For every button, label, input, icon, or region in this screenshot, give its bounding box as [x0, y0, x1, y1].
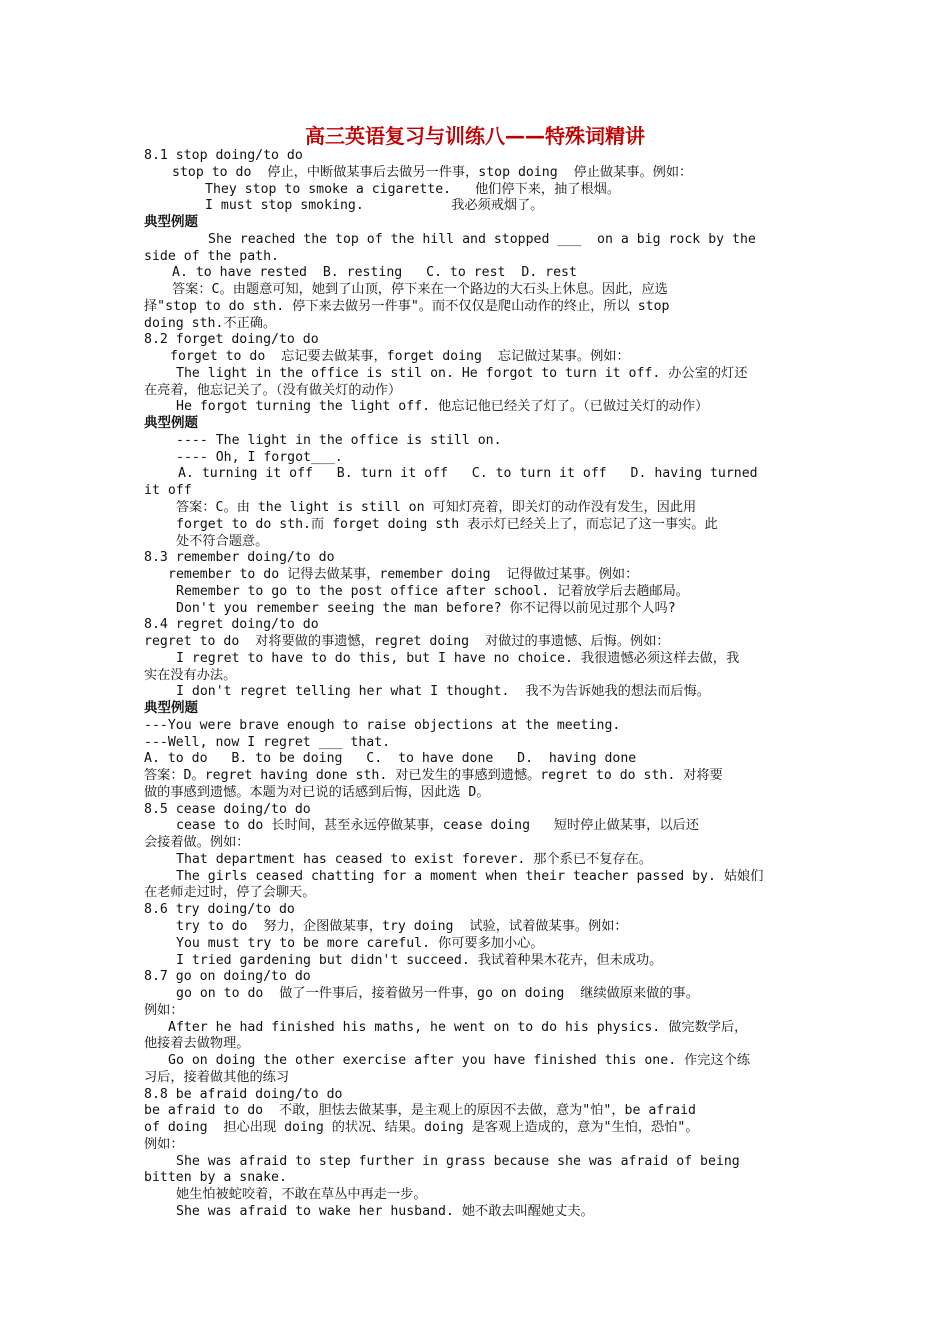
- text-line: 答案：C。由 the light is still on 可知灯亮着，即关灯的动作没有发生，因此用: [176, 500, 697, 515]
- text-line: 8.3 remember doing/to do: [144, 550, 335, 566]
- text-line: The girls ceased chatting for a moment when their teacher passed by. 姑娘们: [176, 868, 764, 884]
- text-line: 8.7 go on doing/to do: [144, 969, 311, 985]
- text-line: 8.6 try doing/to do: [144, 902, 295, 918]
- text-line: try to do 努力，企图做某事，try doing 试验，试着做某事。例如：: [176, 919, 628, 934]
- text-line: 处不符合题意。: [176, 533, 269, 549]
- text-line: regret to do 对将要做的事遗憾，regret doing 对做过的事遗憾、后悔。例如：: [144, 634, 670, 649]
- text-line: be afraid to do 不敢，胆怯去做某事，是主观上的原因不去做，意为"怕"，be afraid: [144, 1103, 696, 1119]
- text-line: go on to do 做了一件事后，接着做另一件事，go on doing 继续做原来做的事。: [176, 986, 699, 1001]
- text-line: ---- Oh, I forgot___.: [176, 449, 343, 465]
- text-line: forget to do 忘记要去做某事，forget doing 忘记做过某事。例如：: [170, 349, 630, 365]
- text-line: bitten by a snake.: [144, 1170, 287, 1186]
- text-line: That department has ceased to exist forever. 那个系已不复存在。: [176, 851, 652, 867]
- text-line: remember to do 记得去做某事，remember doing 记得做过某事。例如：: [168, 567, 639, 582]
- text-line: 会接着做。例如：: [144, 835, 250, 851]
- text-line: 8.4 regret doing/to do: [144, 617, 319, 633]
- text-line: 在亮着，他忘记关了。（没有做关灯的动作）: [144, 382, 402, 398]
- section-heading: 典型例题: [144, 415, 198, 432]
- text-line: 8.2 forget doing/to do: [144, 332, 319, 348]
- text-line: 例如：: [144, 1136, 184, 1152]
- text-line: She reached the top of the hill and stopped ___ on a big rock by the: [208, 231, 756, 247]
- text-line: doing sth.不正确。: [144, 315, 277, 331]
- text-line: A. to have rested B. resting C. to rest D. rest: [172, 265, 577, 281]
- text-line: 他接着去做物理。: [144, 1036, 250, 1052]
- page-title: 高三英语复习与训练八——特殊词精讲: [305, 124, 645, 148]
- text-line: 8.8 be afraid doing/to do: [144, 1086, 343, 1102]
- text-line: forget to do sth.而 forget doing sth 表示灯已经关上了，而忘记了这一事实。此: [176, 516, 718, 532]
- text-line: Remember to go to the post office after school. 记着放学后去趟邮局。: [176, 583, 689, 599]
- text-line: 例如：: [144, 1002, 184, 1018]
- text-line: She was afraid to step further in grass because she was afraid of being: [176, 1153, 740, 1169]
- section-heading: 典型例题: [144, 700, 198, 717]
- text-line: 择"stop to do sth. 停下来去做另一件事"。而不仅仅是爬山动作的终止，所以 stop: [144, 298, 670, 314]
- text-line: stop to do 停止，中断做某事后去做另一件事，stop doing 停止做某事。例如：: [172, 164, 693, 180]
- text-line: side of the path.: [144, 248, 279, 264]
- text-line: ---You were brave enough to raise objections at the meeting.: [144, 717, 621, 733]
- text-line: Don't you remember seeing the man before? 你不记得以前见过那个人吗?: [176, 600, 676, 616]
- text-line: ---- The light in the office is still on.: [176, 432, 502, 448]
- text-line: Go on doing the other exercise after you have finished this one. 作完这个练: [168, 1053, 751, 1068]
- text-line: 答案：D。regret having done sth. 对已发生的事感到遗憾。regret to do sth. 对将要: [144, 768, 723, 784]
- text-line: 8.5 cease doing/to do: [144, 801, 311, 817]
- text-line: The light in the office is stil on. He forgot to turn it off. 办公室的灯还: [176, 365, 748, 381]
- text-line: 在老师走过时，停了会聊天。: [144, 885, 316, 901]
- section-heading: 典型例题: [144, 214, 198, 230]
- text-line: You must try to be more careful. 你可要多加小心。: [176, 935, 544, 951]
- text-line: After he had finished his maths, he went on to do his physics. 做完数学后，: [168, 1019, 748, 1035]
- text-line: A. turning it off B. turn it off C. to turn it off D. having turned: [178, 466, 758, 482]
- text-line: She was afraid to wake her husband. 她不敢去叫醒她丈夫。: [176, 1203, 594, 1219]
- text-line: it off: [144, 483, 192, 499]
- text-line: 8.1 stop doing/to do: [144, 148, 303, 163]
- text-line: A. to do B. to be doing C. to have done D. having done: [144, 751, 637, 767]
- text-line: I must stop smoking. 我必须戒烟了。: [205, 198, 544, 214]
- text-line: 实在没有办法。: [144, 667, 237, 683]
- text-line: I tried gardening but didn't succeed. 我试着种果木花卉，但未成功。: [176, 952, 663, 968]
- text-line: I don't regret telling her what I thought. 我不为告诉她我的想法而后悔。: [176, 684, 710, 700]
- text-line: I regret to have to do this, but I have no choice. 我很遗憾必须这样去做，我: [176, 650, 740, 666]
- text-line: 答案：C。由题意可知，她到了山顶，停下来在一个路边的大石头上休息。因此，应选: [172, 282, 668, 298]
- text-line: ---Well, now I regret ___ that.: [144, 734, 391, 750]
- text-line: 她生怕被蛇咬着，不敢在草丛中再走一步。: [176, 1187, 427, 1203]
- text-line: 习后，接着做其他的练习: [144, 1069, 290, 1085]
- text-line: cease to do 长时间，甚至永远停做某事，cease doing 短时停止做某事，以后还: [176, 818, 699, 834]
- text-line: of doing 担心出现 doing 的状况、结果。doing 是客观上造成的，意为"生怕，恐怕"。: [144, 1120, 699, 1136]
- text-line: He forgot turning the light off. 他忘记他已经关了灯了。（已做过关灯的动作）: [176, 399, 709, 415]
- text-line: They stop to smoke a cigarette. 他们停下来，抽了根烟。: [205, 181, 621, 197]
- text-line: 做的事感到遗憾。本题为对已说的话感到后悔，因此选 D。: [144, 784, 490, 800]
